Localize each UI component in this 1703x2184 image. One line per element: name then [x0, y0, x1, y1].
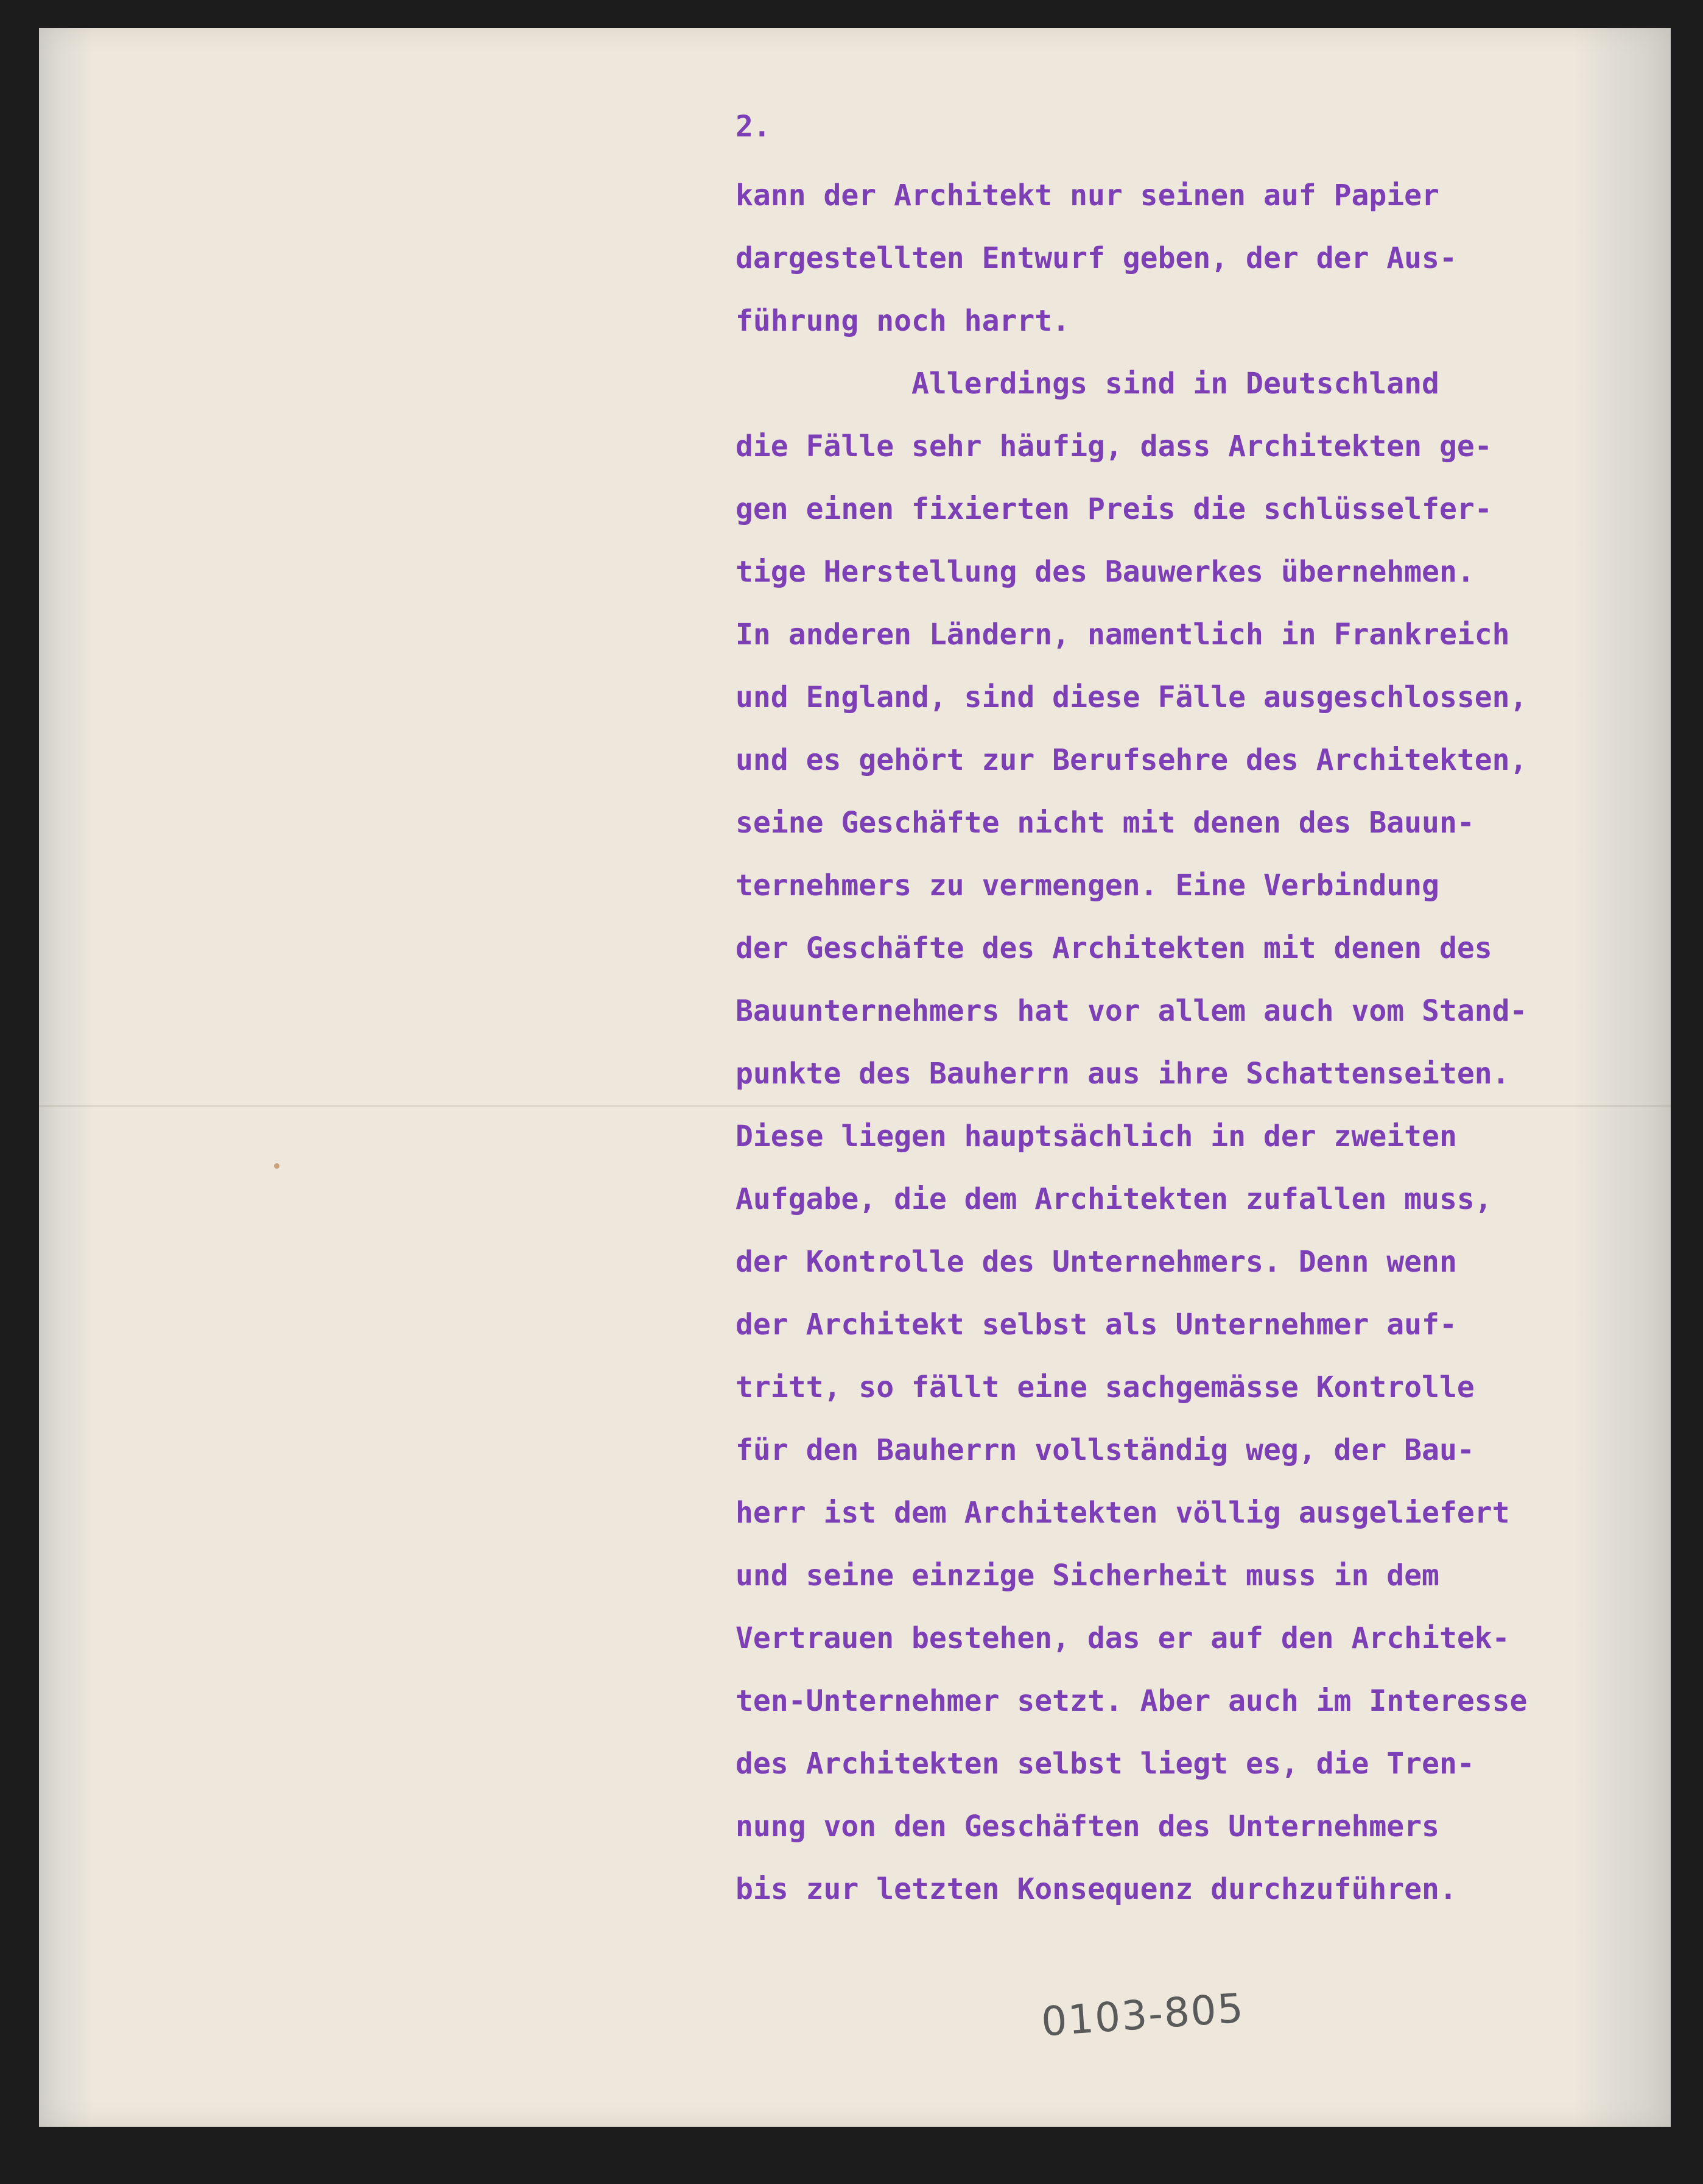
page-edge-shadow-left	[39, 28, 94, 2127]
text-line: In anderen Ländern, namentlich in Frankreich	[736, 618, 1510, 652]
archive-number-handwritten: 0103-805	[1039, 1984, 1246, 2046]
text-line: ten-Unternehmer setzt. Aber auch im Interesse	[736, 1684, 1528, 1718]
text-line: kann der Architekt nur seinen auf Papier	[736, 178, 1439, 213]
page-number: 2.	[736, 110, 771, 144]
text-line: und seine einzige Sicherheit muss in dem	[736, 1559, 1439, 1593]
text-line: nung von den Geschäften des Unternehmers	[736, 1809, 1439, 1844]
text-line: Aufgabe, die dem Architekten zufallen muss,	[736, 1182, 1492, 1216]
text-line: die Fälle sehr häufig, dass Architekten ge-	[736, 429, 1492, 463]
text-line: und es gehört zur Berufsehre des Architekten,	[736, 743, 1528, 777]
text-line: Allerdings sind in Deutschland	[736, 367, 1439, 401]
text-line: tritt, so fällt eine sachgemässe Kontrolle	[736, 1370, 1475, 1404]
text-line: herr ist dem Architekten völlig ausgeliefert	[736, 1496, 1510, 1530]
text-line: bis zur letzten Konsequenz durchzuführen.	[736, 1872, 1457, 1906]
text-line: und England, sind diese Fälle ausgeschlossen,	[736, 680, 1528, 714]
text-line: dargestellten Entwurf geben, der der Aus-	[736, 241, 1457, 275]
text-line: der Geschäfte des Architekten mit denen des	[736, 931, 1492, 965]
text-line: seine Geschäfte nicht mit denen des Bauun-	[736, 806, 1475, 840]
text-line: für den Bauherrn vollständig weg, der Bau-	[736, 1433, 1475, 1467]
text-line: punkte des Bauherrn aus ihre Schattenseiten.	[736, 1057, 1510, 1091]
text-line: der Architekt selbst als Unternehmer auf-	[736, 1308, 1457, 1342]
typed-text-block	[736, 100, 1661, 1921]
text-line: gen einen fixierten Preis die schlüsselfer-	[736, 492, 1492, 526]
text-line: Bauunternehmers hat vor allem auch vom Stand-	[736, 994, 1528, 1028]
text-line: tige Herstellung des Bauwerkes übernehmen.	[736, 555, 1475, 589]
text-line: Diese liegen hauptsächlich in der zweiten	[736, 1119, 1457, 1154]
text-line: Vertrauen bestehen, das er auf den Architek-	[736, 1621, 1510, 1655]
text-line: führung noch harrt.	[736, 304, 1070, 338]
text-line: der Kontrolle des Unternehmers. Denn wenn	[736, 1245, 1457, 1279]
text-line: des Architekten selbst liegt es, die Tren-	[736, 1747, 1475, 1781]
text-line: ternehmers zu vermengen. Eine Verbindung	[736, 868, 1439, 903]
ink-spot	[274, 1163, 279, 1169]
